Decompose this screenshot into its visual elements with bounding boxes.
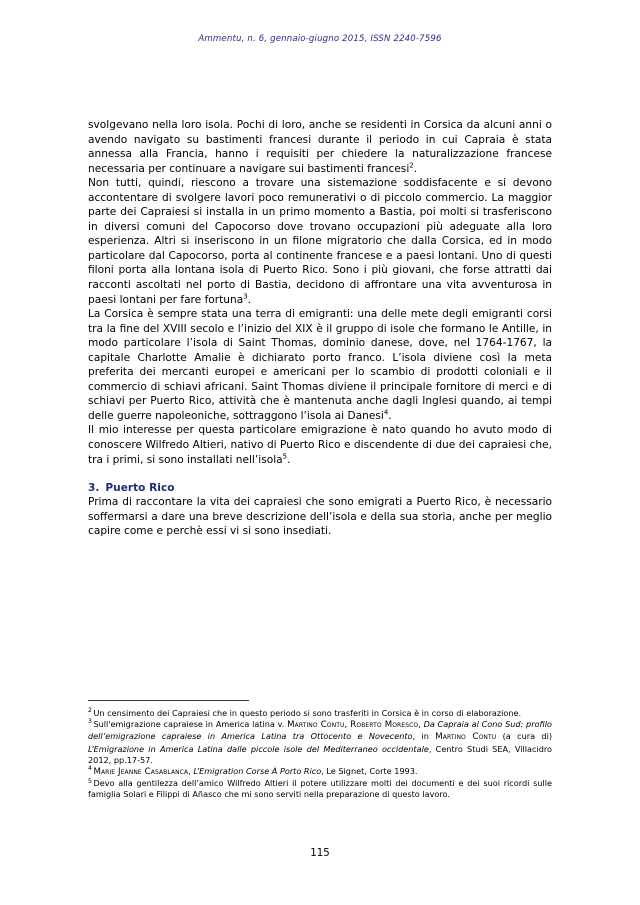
footnote-4-seg-2: , Le Signet, Corte 1993. (321, 766, 418, 777)
footnote-3-seg-3: , in (412, 731, 436, 742)
paragraph-4-tail: . (287, 453, 291, 466)
footnote-5 (88, 778, 552, 800)
section-title: Puerto Rico (105, 481, 175, 494)
footnote-3-seg-4: (a cura di) (496, 731, 553, 742)
paragraph-2-tail: . (247, 293, 252, 306)
footnote-2-mark: 2 (88, 707, 92, 715)
section-number: 3. (88, 481, 100, 494)
paragraph-1-text: svolgevano nella loro isola. Pochi di loro, anche se residenti in Corsica da alcuni anni o avendo navigato su bastimenti francesi durante il periodo in cui Capraia è stata annessa alla Francia, hanno i requisiti per chiedere la naturalizzazione francese necessaria per continuare a navigare sui bastimenti francesi (88, 119, 552, 175)
footnote-2-text: Un censimento dei Capraiesi che in questo periodo si sono trasferiti in Corsica è in corso di elaborazione. (93, 708, 522, 718)
paragraph-3-text: La Corsica è sempre stata una terra di emigranti: una delle mete degli emigranti corsi tra la fine del XVIII secolo e l’inizio del XIX è il gruppo di isole che formano le Antille, in modo particolare l’isola di Saint Thomas, dominio danese, dove, nel 1764-1767, la capitale Charlotte Amalie è dichiarato porto franco. L’isola diviene così la meta preferita dei mercanti europei e americani per lo scambio di prodotti coloniali e il commercio di schiavi africani. Saint Thomas diviene il principale fornitore di merci e di schiavi per Puerto Rico, attività che è mantenuta anche dagli Inglesi quando, ai tempi delle guerre napoleoniche, sottraggono l’isola ai Danesi (88, 308, 552, 422)
footnote-4-mark: 4 (88, 765, 92, 773)
section-heading-puerto-rico (88, 481, 552, 496)
footnote-3 (88, 719, 552, 766)
footnote-ref-4[interactable]: 4 (383, 408, 389, 417)
footnote-3-seg-5: , Centro Studi SEA, Villacidro 2012, pp.17-57. (88, 743, 552, 765)
running-header: Ammentu, n. 6, gennaio-giugno 2015, ISSN 2240-7596 (198, 34, 442, 44)
footnote-ref-2[interactable]: 2 (409, 161, 414, 170)
footnote-4-title: L’Emigration Corse À Porto Rico (193, 766, 322, 777)
footnote-3-authors: Martino Contu, Roberto Moresco (287, 720, 419, 731)
footnote-2 (88, 708, 552, 719)
paragraph-1 (88, 118, 552, 176)
footnote-4 (88, 766, 552, 778)
footnote-3-mark: 3 (88, 718, 92, 726)
paragraph-4-text: Il mio interesse per questa particolare emigrazione è nato quando ho avuto modo di conoscere Wilfredo Altieri, nativo di Puerto Rico e discendente di due dei capraiesi che, tra i primi, si sono installati nell’isola (88, 424, 552, 466)
footnote-4-seg-1: , (188, 766, 194, 777)
footnote-3-seg-2: , (418, 719, 424, 730)
footnote-3-editor: Martino Contu (435, 732, 497, 743)
footnote-3-seg-1: Sull'emigrazione capraiese in America latina v. (93, 719, 288, 730)
main-text-column (88, 118, 552, 539)
paragraph-2-text: Non tutti, quindi, riescono a trovare una sistemazione soddisfacente e si devono accontentare di svolgere lavori poco remunerativi o di piccolo commercio. La maggior parte dei Capraiesi si installa in un primo momento a Bastia, poi molti si trasferiscono in diversi comuni del Capocorso dove trovano occupazioni più adeguate alla loro esperienza. Altri si inseriscono in un filone migratorio che dalla Corsica, ed in modo particolare dal Capocorso, porta al continente francese e a paesi lontani. Uno di questi filoni porta alla lontana isola di Puerto Rico. Sono i più giovani, che forse attratti dai racconti ascoltati nel porto di Bastia, decidono di affrontare una vita avventurosa in paesi lontani per fare fortuna (88, 177, 552, 306)
footnote-5-mark: 5 (88, 777, 92, 785)
footnote-separator-rule (88, 700, 249, 701)
footnote-ref-3[interactable]: 3 (243, 292, 248, 301)
footnote-ref-5[interactable]: 5 (282, 452, 288, 461)
paragraph-5: Prima di raccontare la vita dei capraiesi che sono emigrati a Puerto Rico, è necessario soffermarsi a dare una breve descrizione dell’isola e della sua storia, anche per meglio capire come e perchè essi vi si sono insediati. (88, 496, 552, 538)
paragraph-3-tail: . (388, 409, 392, 422)
paragraph-4 (88, 423, 552, 467)
paragraph-2 (88, 176, 552, 307)
footnote-5-text: Devo alla gentilezza dell’amico Wilfredo Altieri il potere utilizzare molti dei documenti e dei suoi ricordi sulle famiglia Solari e Filippi di Añasco che mi sono serviti nella preparazione di questo lavoro. (88, 778, 552, 800)
footnote-3-title-1: Da Capraia al Cono Sud: profilo dell’emigrazione capraiese in America Latina tra Ottocento e Novecento (88, 719, 553, 742)
footnote-4-author: Marie Jeanne Casablanca (93, 767, 189, 778)
footnotes-block (88, 708, 552, 801)
footnote-3-title-2: L’Emigrazione in America Latina dalle piccole isole del Mediterraneo occidentale (88, 743, 429, 754)
paragraph-1-tail: . (413, 162, 418, 175)
page-number: 115 (310, 848, 330, 859)
paragraph-3 (88, 307, 552, 423)
